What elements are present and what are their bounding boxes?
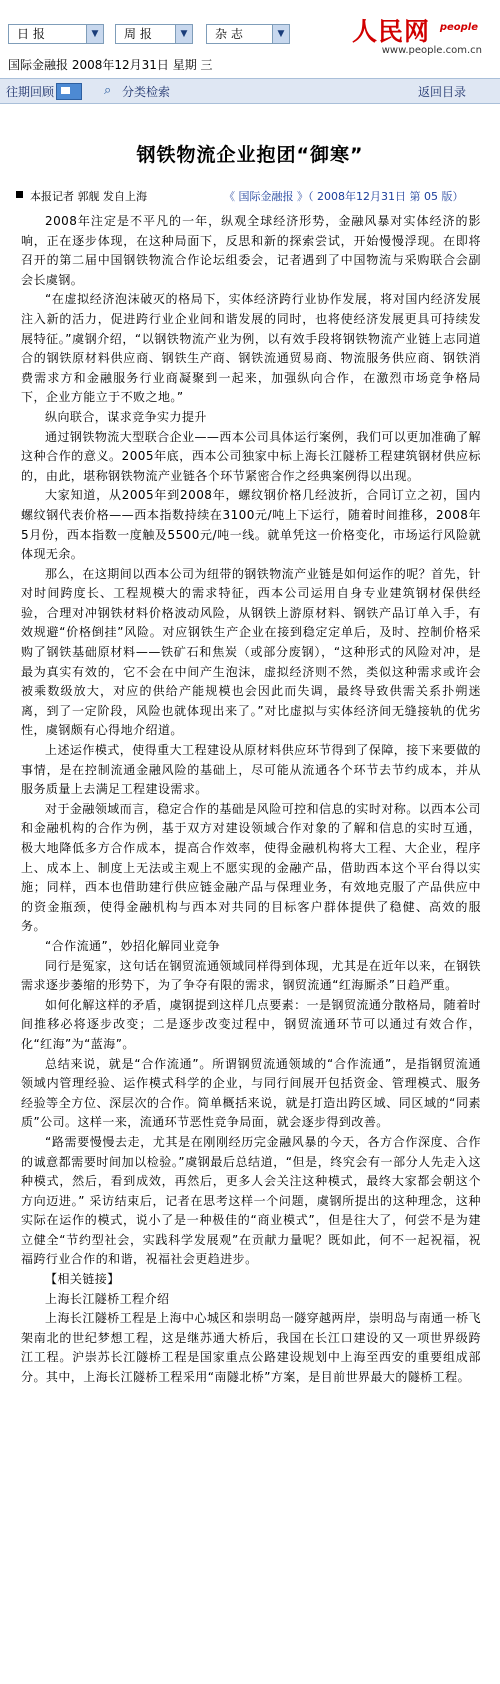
weekly-select-label: 周 报 bbox=[124, 27, 152, 41]
chevron-down-icon: ▼ bbox=[175, 25, 192, 43]
paragraph: “在虚拟经济泡沫破灭的格局下，实体经济跨行业协作发展，将对国内经济发展注入新的活力，促进跨行业企业间和谐发展的同时，也将使经济发展更具可持续发展特征。”虞钢介绍，“以钢铁物流产业为例，以有效手段将钢铁物流产业链上志同道合的钢铁原材料供应商、钢铁生产商、钢铁流通贸易商、物流服务供应商、钢铁消费需求方和金融服务行业商凝聚到一起来，加强纵向合作，在激烈市场竞争格局下，企业方能立于不败之地。” bbox=[21, 292, 481, 405]
issue-line: 国际金融报 2008年12月31日 星期 三 bbox=[8, 58, 213, 72]
paragraph: 对于金融领域而言，稳定合作的基础是风险可控和信息的实时对称。以西本公司和金融机构的合作为例，基于双方对建设领域合作对象的了解和信息的实时互通，极大地降低多方合作成本，提高合作效率，使得金融机构将大工程、大企业，程序上、成本上、制度上无法或主观上不愿实现的金融产品，借助西本这个平台得以实施；同样，西本也借助建行供应链金融产品与保理业务，有效地克服了产品供应中的资金瓶颈，使得金融机构与西本对共同的目标客户群体提供了稳健、高效的服务。 bbox=[21, 801, 481, 934]
paragraph: 同行是冤家，这句话在钢贸流通领域同样得到体现，尤其是在近年以来，在钢铁需求逐步萎缩的形势下，为了争夺有限的需求，钢贸流通“红海厮杀”日趋严重。 bbox=[21, 958, 481, 993]
logo-url: www.people.com.cn bbox=[381, 45, 482, 56]
paragraph: 总结来说，就是“合作流通”。所谓钢贸流通领域的“合作流通”，是指钢贸流通领域内管理经验、运作模式科学的企业，与同行间展开包括资金、管理模式、服务经验等全方位、深层次的合作。简单概括来说，就是打造出跨区域、同区域的“同素质”公司。这样一来，流通环节恶性竞争局面，就会逐步得到改善。 bbox=[21, 1056, 481, 1130]
past-issues-link[interactable]: 往期回顾 bbox=[6, 85, 55, 99]
source-link[interactable]: 《 国际金融报 》（ 2008年12月31日 第 05 版） bbox=[224, 190, 464, 203]
article-title: 钢铁物流企业抱团“御寒” bbox=[136, 144, 364, 166]
paragraph: 通过钢铁物流大型联合企业——西本公司具体运行案例，我们可以更加准确了解这种合作的意义。2005年底，西本公司独家中标上海长江隧桥工程建筑钢材供应标的，由此，堪称钢铁物流产业链各个环节紧密合作之经典案例得以出现。 bbox=[21, 429, 481, 483]
back-to-index-link[interactable]: 返回目录 bbox=[417, 85, 466, 99]
daily-select[interactable] bbox=[8, 24, 104, 44]
search-icon: ⌕ bbox=[104, 83, 112, 98]
paragraph: 上述运作模式，使得重大工程建设从原材料供应环节得到了保障，接下来要做的事情，是在控制流通金融风险的基础上，尽可能从流通各个环节去节约成本，并从服务质量上去满足工程建设需求。 bbox=[21, 743, 481, 797]
calendar-icon[interactable] bbox=[56, 83, 82, 100]
related-subheading: 上海长江隧桥工程介绍 bbox=[45, 1291, 170, 1306]
magazine-select[interactable] bbox=[206, 24, 290, 44]
paragraph: 上海长江隧桥工程是上海中心城区和崇明岛一隧穿越两岸，崇明岛与南通一桥飞架南北的世纪梦想工程，这是继苏通大桥后，我国在长江口建设的又一项世界级跨江工程。沪崇苏长江隧桥工程是国家重点公路建设规划中上海至西安的重要组成部分。其中，上海长江隧桥工程采用“南隧北桥”方案，是目前世界最大的隧桥工程。 bbox=[21, 1311, 481, 1385]
paragraph: 那么，在这期间以西本公司为纽带的钢铁物流产业链是如何运作的呢？首先，针对时间跨度长、工程规模大的需求特征，西本公司运用自身专业建筑钢材保供经验，合理对冲钢铁材料价格波动风险，从钢铁上游原材料、钢铁产品订单入手，有效规避“价格倒挂”风险。对应钢铁生产企业在接到稳定定单后，及时、控制价格采购了钢铁基础原材料——铁矿石和焦炭（或部分废钢），“这种形式的风险对冲，是最为真实有效的，它不会在中间产生泡沫，虚拟经济则不然，类似这种需求或许会被乘数级放大，对应的供给产能规模也会因此而失调，最终导致供需关系扑朔迷离，到了一定阶段，风险也就体现出来了。”对比虚拟与实体经济间无缝接轨的优劣性，虞钢颇有心得地介绍道。 bbox=[21, 566, 481, 738]
section-heading: “合作流通”，妙招化解同业竞争 bbox=[45, 938, 221, 953]
logo-people: people bbox=[439, 22, 478, 33]
category-search-link[interactable]: 分类检索 bbox=[122, 85, 171, 99]
section-heading: 纵向联合，谋求竞争实力提升 bbox=[45, 409, 207, 424]
top-header bbox=[0, 0, 500, 79]
chevron-down-icon: ▼ bbox=[272, 25, 289, 43]
byline bbox=[16, 188, 486, 206]
author-line: 本报记者 郭舰 发自上海 bbox=[30, 190, 147, 203]
chevron-down-icon: ▼ bbox=[86, 25, 103, 43]
paragraph: “路需要慢慢去走，尤其是在刚刚经历完金融风暴的今天，各方合作深度、合作的诚意都需要时间加以检验。”虞钢最后总结道，“但是，终究会有一部分人先走入这种模式，然后，看到成效，再然后，更多人会关注这种模式，最终大家都会朝这个方向迈进。” 采访结束后，记者在思考这样一个问题，虞钢所提出的这种理念，这种实际在运作的模式，说小了是一种极佳的“商业模式”，但是往大了，何尝不是为建立健全“节约型社会，实践科学发展观”在贡献力量呢？既如此，何不一起祝福，祝福跨行业合作的和谐，祝福社会更趋进步。 bbox=[21, 1134, 481, 1267]
related-links-heading: 【相关链接】 bbox=[45, 1272, 120, 1287]
weekly-select[interactable] bbox=[115, 24, 193, 44]
article-body bbox=[21, 212, 481, 1388]
nav-bar bbox=[0, 79, 500, 104]
paragraph: 2008年注定是不平凡的一年，纵观全球经济形势，金融风暴对实体经济的影响，正在逐步体现，在这种局面下，反思和新的探索尝试，开始慢慢浮现。在即将召开的第二届中国钢铁物流合作论坛组委会，记者遇到了中国物流与采购联合会副会长虞钢。 bbox=[21, 214, 481, 287]
paragraph: 大家知道，从2005年到2008年，螺纹钢价格几经波折，合同订立之初，国内螺纹钢代表价格——西本指数持续在3100元/吨上下运行，随着时间推移，2008年5月份，西本指数一度触及5500元/吨一线。就单凭这一价格变化，市场运行风险就体现无余。 bbox=[21, 488, 481, 562]
daily-select-label: 日 报 bbox=[17, 27, 45, 41]
magazine-select-label: 杂 志 bbox=[215, 27, 243, 41]
logo-chinese: 人民网 bbox=[351, 17, 430, 46]
paragraph: 如何化解这样的矛盾，虞钢提到这样几点要素：一是钢贸流通分散格局，随着时间推移必将逐步改变；二是逐步改变过程中，钢贸流通环节可以通过有效合作，化“红海”为“蓝海”。 bbox=[21, 997, 481, 1051]
bullet-square-icon bbox=[16, 191, 23, 198]
